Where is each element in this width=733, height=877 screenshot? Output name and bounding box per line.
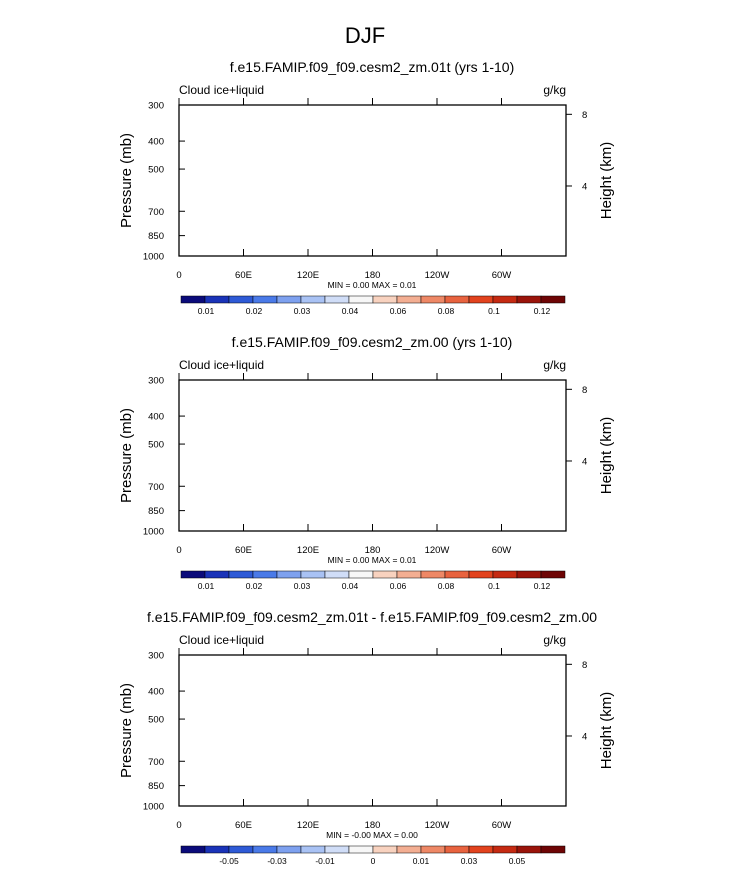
y-right-tick-label: 4 <box>582 181 588 193</box>
colorbar-swatch <box>445 296 469 303</box>
colorbar-swatch <box>253 296 277 303</box>
colorbar-swatch <box>181 296 205 303</box>
colorbar-label: 0.12 <box>533 581 551 591</box>
colorbar-label: 0.06 <box>389 581 407 591</box>
y-right-axis-label: Height (km) <box>598 691 615 770</box>
y-right-tick-label: 8 <box>582 109 588 121</box>
panels <box>118 59 615 866</box>
colorbar-swatch <box>373 571 397 578</box>
x-tick-label: 120E <box>296 820 320 831</box>
colorbar-swatch <box>421 846 445 853</box>
x-tick-label: 0 <box>176 270 182 281</box>
colorbar-label: -0.05 <box>219 856 239 866</box>
panel-title: f.e15.FAMIP.f09_f09.cesm2_zm.01t - f.e15.FAMIP.f09_f09.cesm2_zm.00 <box>146 609 598 625</box>
colorbar-swatch <box>397 846 421 853</box>
colorbar-swatch <box>493 846 517 853</box>
plot-area <box>179 380 566 531</box>
colorbar-label: 0.01 <box>197 306 215 316</box>
colorbar-label: 0.02 <box>245 306 263 316</box>
colorbar-swatch <box>397 296 421 303</box>
x-tick-label: 60W <box>491 270 512 281</box>
x-tick-label: 60W <box>491 545 512 556</box>
y-tick-label: 850 <box>148 506 164 518</box>
y-right-axis-label: Height (km) <box>598 416 615 495</box>
colorbar-swatch <box>325 846 349 853</box>
colorbar-swatch <box>445 571 469 578</box>
x-tick-label: 120W <box>424 270 450 281</box>
x-tick-label: 0 <box>176 820 182 831</box>
colorbar-label: -0.03 <box>267 856 287 866</box>
y-right-tick-label: 8 <box>582 659 588 671</box>
stats-text: MIN = -0.00 MAX = 0.00 <box>326 830 418 840</box>
y-tick-label: 300 <box>148 650 164 662</box>
colorbar-label: 0.04 <box>341 306 359 316</box>
colorbar-swatch <box>301 846 325 853</box>
colorbar-label: 0.01 <box>412 856 430 866</box>
y-tick-label: 850 <box>148 781 164 793</box>
x-tick-label: 60W <box>491 820 512 831</box>
colorbar-swatch <box>373 846 397 853</box>
colorbar-label: -0.01 <box>315 856 335 866</box>
y-tick-label: 300 <box>148 100 164 112</box>
colorbar-swatch <box>205 846 229 853</box>
colorbar-swatch <box>541 296 565 303</box>
y-axis-label: Pressure (mb) <box>118 682 135 779</box>
y-tick-label: 1000 <box>142 801 164 813</box>
y-tick-label: 700 <box>148 206 164 218</box>
y-right-tick-label: 8 <box>582 384 588 396</box>
variable-label: Cloud ice+liquid <box>179 633 265 647</box>
x-tick-label: 0 <box>176 545 182 556</box>
colorbar-swatch <box>277 571 301 578</box>
units-label: g/kg <box>543 633 566 647</box>
y-tick-label: 850 <box>148 231 164 243</box>
units-label: g/kg <box>543 358 566 372</box>
colorbar-swatch <box>349 571 373 578</box>
colorbar-swatch <box>469 846 493 853</box>
panel-title: f.e15.FAMIP.f09_f09.cesm2_zm.01t (yrs 1-10) <box>229 59 515 75</box>
colorbar-label: 0.03 <box>293 581 311 591</box>
panel-2 <box>118 334 615 591</box>
colorbar-label: 0 <box>370 856 376 866</box>
colorbar-swatch <box>205 296 229 303</box>
colorbar-swatch <box>397 571 421 578</box>
colorbar-swatch <box>181 846 205 853</box>
y-tick-label: 500 <box>148 714 164 726</box>
colorbar-swatch <box>517 296 541 303</box>
stats-text: MIN = 0.00 MAX = 0.01 <box>327 280 417 290</box>
colorbar-swatch <box>301 296 325 303</box>
colorbar-label: 0.1 <box>488 581 500 591</box>
y-tick-label: 500 <box>148 439 164 451</box>
colorbar-label: 0.04 <box>341 581 359 591</box>
panel-title: f.e15.FAMIP.f09_f09.cesm2_zm.00 (yrs 1-10) <box>231 334 513 350</box>
colorbar-swatch <box>349 846 373 853</box>
colorbar-swatch <box>229 846 253 853</box>
variable-label: Cloud ice+liquid <box>179 358 265 372</box>
figure-title: DJF <box>344 23 386 48</box>
colorbar-swatch <box>277 846 301 853</box>
colorbar-label: 0.08 <box>437 306 455 316</box>
colorbar-label: 0.05 <box>508 856 526 866</box>
x-tick-label: 120W <box>424 820 450 831</box>
y-tick-label: 400 <box>148 411 164 423</box>
colorbar-swatch <box>493 296 517 303</box>
x-tick-label: 180 <box>364 545 381 556</box>
colorbar-label: 0.1 <box>488 306 500 316</box>
stats-text: MIN = 0.00 MAX = 0.01 <box>327 555 417 565</box>
colorbar-swatch <box>277 296 301 303</box>
panel-3 <box>118 609 615 866</box>
colorbar-swatch <box>301 571 325 578</box>
colorbar-swatch <box>373 296 397 303</box>
y-tick-label: 300 <box>148 375 164 387</box>
y-axis-label: Pressure (mb) <box>118 132 135 229</box>
colorbar-swatch <box>469 296 493 303</box>
colorbar-swatch <box>253 846 277 853</box>
colorbar-label: 0.03 <box>293 306 311 316</box>
colorbar-swatch <box>541 571 565 578</box>
x-tick-label: 120W <box>424 545 450 556</box>
y-tick-label: 700 <box>148 481 164 493</box>
colorbar-swatch <box>517 571 541 578</box>
y-tick-label: 700 <box>148 756 164 768</box>
x-tick-label: 120E <box>296 270 320 281</box>
x-tick-label: 180 <box>364 820 381 831</box>
colorbar-swatch <box>205 571 229 578</box>
variable-label: Cloud ice+liquid <box>179 83 265 97</box>
panel-1 <box>118 59 615 316</box>
y-tick-label: 400 <box>148 136 164 148</box>
x-tick-label: 60E <box>235 820 252 831</box>
colorbar-swatch <box>253 571 277 578</box>
colorbar-swatch <box>445 846 469 853</box>
colorbar-label: 0.06 <box>389 306 407 316</box>
plot-area <box>179 655 566 806</box>
plot-area <box>179 105 566 256</box>
colorbar-swatch <box>229 571 253 578</box>
y-right-tick-label: 4 <box>582 731 588 743</box>
colorbar-swatch <box>541 846 565 853</box>
x-tick-label: 60E <box>235 545 252 556</box>
colorbar-swatch <box>493 571 517 578</box>
colorbar-label: 0.02 <box>245 581 263 591</box>
y-tick-label: 400 <box>148 686 164 698</box>
y-right-axis-label: Height (km) <box>598 141 615 220</box>
colorbar-swatch <box>517 846 541 853</box>
y-axis-label: Pressure (mb) <box>118 407 135 504</box>
colorbar-swatch <box>349 296 373 303</box>
y-right-tick-label: 4 <box>582 456 588 468</box>
colorbar-label: 0.12 <box>533 306 551 316</box>
x-tick-label: 60E <box>235 270 252 281</box>
y-tick-label: 500 <box>148 164 164 176</box>
colorbar-label: 0.03 <box>460 856 478 866</box>
y-tick-label: 1000 <box>142 251 164 263</box>
colorbar-label: 0.01 <box>197 581 215 591</box>
colorbar-swatch <box>229 296 253 303</box>
units-label: g/kg <box>543 83 566 97</box>
y-tick-label: 1000 <box>142 526 164 538</box>
colorbar-swatch <box>325 571 349 578</box>
x-tick-label: 120E <box>296 545 320 556</box>
x-tick-label: 180 <box>364 270 381 281</box>
colorbar-label: 0.08 <box>437 581 455 591</box>
colorbar-swatch <box>469 571 493 578</box>
colorbar-swatch <box>181 571 205 578</box>
colorbar-swatch <box>421 296 445 303</box>
colorbar-swatch <box>325 296 349 303</box>
colorbar-swatch <box>421 571 445 578</box>
